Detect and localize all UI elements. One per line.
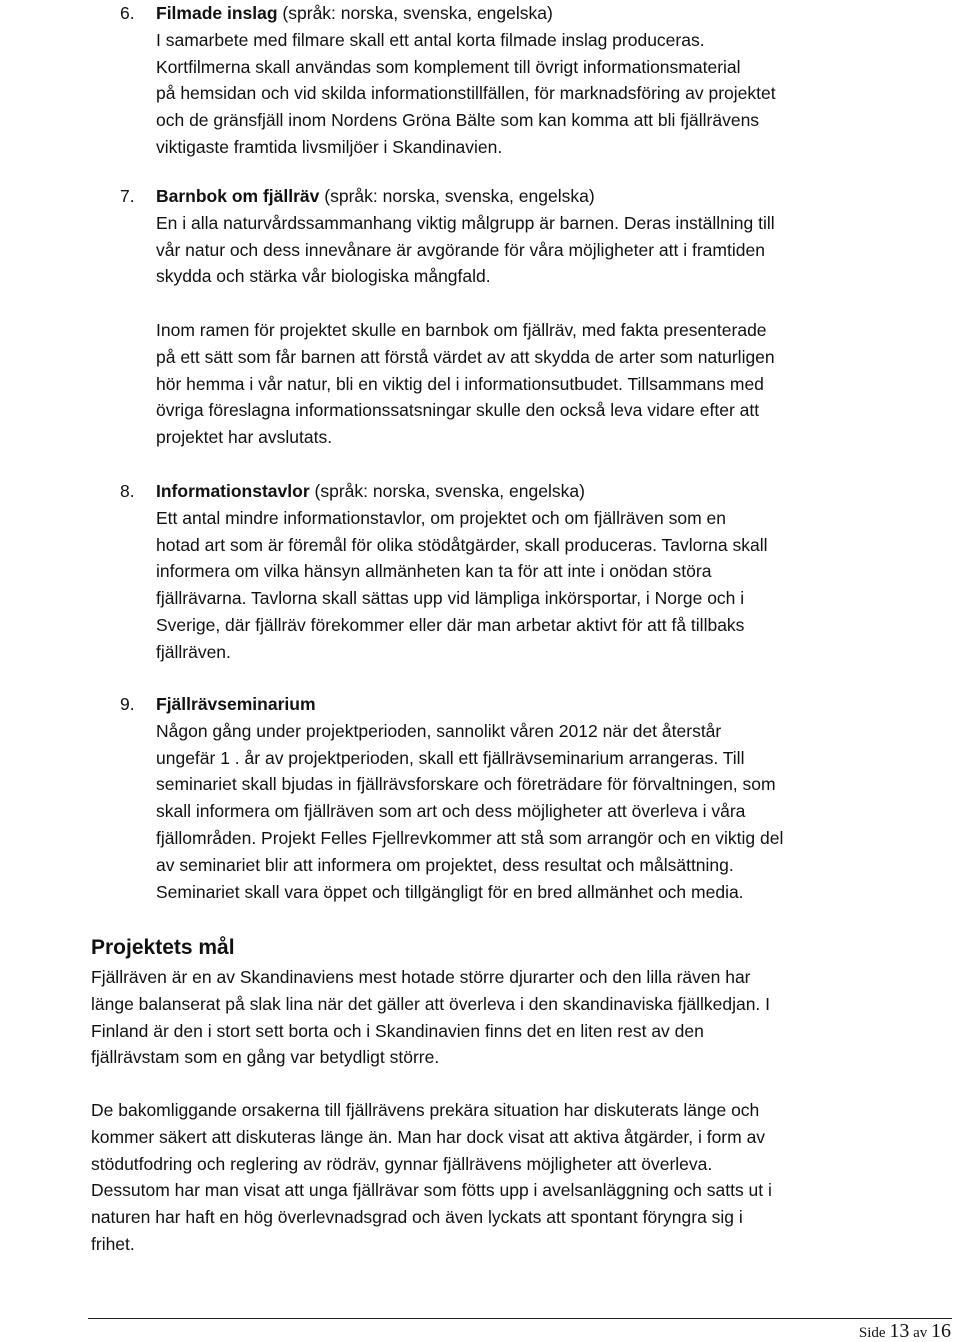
text-line: länge balanserat på slak lina när det gäller att överleva i den skandinaviska fjällkedjan. I — [91, 993, 771, 1014]
footer-divider — [88, 1318, 952, 1319]
text-line: De bakomliggande orsakerna till fjällrävens prekära situation har diskuterats länge och — [91, 1100, 760, 1120]
text-line: fjällräven. — [156, 641, 231, 662]
text-line: skall informera om fjällräven som art och dess möjligheter att överleva i våra — [156, 801, 746, 822]
item-number: 6. — [120, 3, 135, 23]
footer-total-pages: 16 — [931, 1320, 951, 1342]
text-line: frihet. — [91, 1233, 135, 1254]
text-line: Finland är den i stort sett borta och i Skandinavien finns det en liten rest av den — [91, 1020, 704, 1041]
footer-page-number: 13 — [889, 1320, 910, 1342]
text-line: fjällområden. Projekt Felles Fjellrevkommer att stå som arrangör och en viktig del — [156, 827, 784, 848]
text-line: seminariet skall bjudas in fjällrävsforskare och företrädare för förvaltningen, som — [156, 774, 776, 795]
text-line: informera om vilka hänsyn allmänheten kan ta för att inte i onödan störa — [156, 561, 712, 582]
item-subtitle: (språk: norska, svenska, engelska) — [319, 186, 595, 206]
text-line: hotad art som är föremål för olika stödåtgärder, skall produceras. Tavlorna skall — [156, 534, 768, 555]
text-line: vår natur och dess innevånare är avgörande för våra möjligheter att i framtiden — [156, 239, 765, 260]
paragraph-1 — [91, 964, 911, 1071]
text-line: av seminariet blir att informera om projektet, dess resultat och målsättning. — [156, 854, 734, 875]
text-line: Fjällräven är en av Skandinaviens mest hotade större djurarter och den lilla räven har — [91, 967, 751, 987]
footer-of-label: av — [909, 1325, 931, 1341]
item-title: Barnbok om fjällräv — [156, 186, 320, 206]
text-line: Dessutom har man visat att unga fjällrävar som fötts upp i avelsanläggning och satts ut i — [91, 1180, 772, 1201]
text-line: Ett antal mindre informationstavlor, om projektet och om fjällräven som en — [156, 507, 726, 528]
section-heading: Projektets mål — [91, 936, 235, 959]
text-line: övriga föreslagna informationssatsningar skulle den också leva vidare efter att — [156, 400, 760, 421]
item-title: Fjällrävseminarium — [156, 694, 316, 714]
item-number: 8. — [120, 481, 135, 501]
text-line: naturen har haft en hög överlevnadsgrad och även lyckats att spontant föryngra sig i — [91, 1207, 743, 1228]
item-subtitle: (språk: norska, svenska, engelska) — [277, 3, 553, 23]
text-line: En i alla naturvårdssammanhang viktig målgrupp är barnen. Deras inställning till — [156, 212, 775, 233]
item-title: Filmade inslag — [156, 3, 278, 23]
text-line: Någon gång under projektperioden, sannolikt våren 2012 när det återstår — [156, 720, 722, 741]
text-line: fjällrävarna. Tavlorna skall sättas upp vid lämpliga inkörsportar, i Norge och i — [156, 588, 745, 609]
text-line: fjällrävstam som en gång var betydligt större. — [91, 1047, 440, 1068]
item-subtitle: (språk: norska, svenska, engelska) — [309, 481, 585, 501]
text-line: projektet har avslutats. — [156, 427, 333, 448]
item-number: 9. — [120, 694, 135, 714]
text-line: Sverige, där fjällräv förekommer eller där man arbetar aktivt för att få tillbaks — [156, 614, 745, 635]
text-line: viktigaste framtida livsmiljöer i Skandinavien. — [156, 136, 503, 157]
text-line: ungefär 1 . år av projektperioden, skall ett fjällrävseminarium arrangeras. Till — [156, 747, 745, 768]
page-footer — [859, 1322, 951, 1342]
item-number: 7. — [120, 186, 135, 206]
text-line: Kortfilmerna skall användas som komplement till övrigt informationsmaterial — [156, 56, 741, 77]
footer-side-label: Side — [858, 1325, 890, 1341]
text-line: stödutfodring och reglering av rödräv, gynnar fjällrävens möjligheter att överleva. — [91, 1153, 713, 1174]
paragraph-2 — [91, 1097, 911, 1258]
text-line: hör hemma i vår natur, bli en viktig del i informationsutbudet. Tillsammans med — [156, 373, 764, 394]
text-line: I samarbete med filmare skall ett antal korta filmade inslag produceras. — [156, 29, 705, 50]
text-line: kommer säkert att diskuteras länge än. Man har dock visat att aktiva åtgärder, i form av — [91, 1126, 766, 1147]
text-line: Seminariet skall vara öppet och tillgängligt för en bred allmänhet och media. — [156, 881, 744, 902]
text-line: och de gränsfjäll inom Nordens Gröna Bälte som kan komma att bli fjällrävens — [156, 110, 760, 131]
text-line: på ett sätt som får barnen att förstå värdet av att skydda de arter som naturligen — [156, 346, 775, 367]
text-line: skydda och stärka vår biologiska mångfald. — [156, 266, 491, 287]
text-line: på hemsidan och vid skilda informationstillfällen, för marknadsföring av projektet — [156, 83, 776, 104]
text-line: Inom ramen för projektet skulle en barnbok om fjällräv, med fakta presenterade — [156, 319, 767, 340]
item-title: Informationstavlor — [156, 481, 310, 501]
